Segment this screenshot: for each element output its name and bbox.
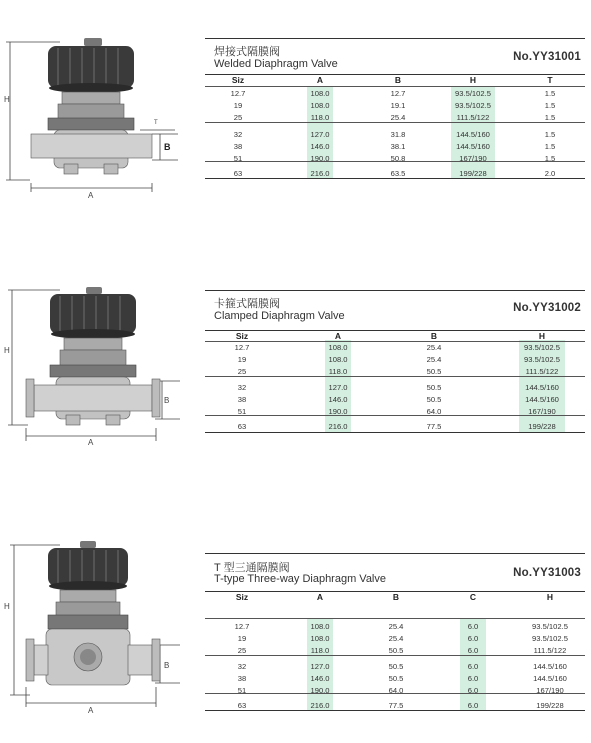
table-cell: 63 bbox=[233, 169, 243, 178]
column-header: A bbox=[316, 592, 324, 602]
column-header: H bbox=[469, 75, 477, 85]
dim-b-label: B bbox=[164, 661, 170, 670]
product-code: No.YY31001 bbox=[513, 51, 581, 63]
table-cell: 25.4 bbox=[390, 113, 406, 122]
column-header: B bbox=[392, 592, 400, 602]
table-cell: 12.7 bbox=[234, 622, 250, 631]
table-cell: 127.0 bbox=[310, 130, 330, 139]
welded-valve-drawing bbox=[0, 30, 200, 205]
title-cn: 卡箍式隔膜阀 bbox=[214, 298, 280, 310]
table-cell: 25.4 bbox=[388, 634, 404, 643]
table-cell: 63.5 bbox=[390, 169, 406, 178]
table-cell: 1.5 bbox=[544, 101, 556, 110]
table-cell: 25 bbox=[237, 646, 247, 655]
table-cell: 167/190 bbox=[459, 154, 487, 163]
product-welded bbox=[205, 38, 585, 203]
table-cell: 50.5 bbox=[388, 662, 404, 671]
table-cell: 216.0 bbox=[310, 169, 330, 178]
table-cell: 6.0 bbox=[467, 634, 479, 643]
column-header: B bbox=[430, 331, 438, 341]
table-cell: 19 bbox=[237, 355, 247, 364]
spec-table bbox=[205, 330, 585, 455]
column-header: Siz bbox=[235, 592, 249, 602]
table-cell: 144.5/160 bbox=[533, 662, 567, 671]
table-cell: 127.0 bbox=[328, 383, 348, 392]
table-cell: 93.5/102.5 bbox=[524, 355, 560, 364]
table-cell: 51 bbox=[233, 154, 243, 163]
dim-a-label: A bbox=[88, 191, 94, 200]
table-cell: 25 bbox=[233, 113, 243, 122]
table-cell: 25.4 bbox=[426, 355, 442, 364]
table-cell: 144.5/160 bbox=[456, 130, 490, 139]
dim-a-label: A bbox=[88, 438, 94, 447]
table-cell: 93.5/102.5 bbox=[455, 89, 491, 98]
dim-t-label: T bbox=[154, 120, 158, 126]
table-cell: 25.4 bbox=[388, 622, 404, 631]
table-rule bbox=[205, 618, 585, 619]
table-cell: 93.5/102.5 bbox=[524, 343, 560, 352]
clamped-valve-drawing bbox=[0, 285, 200, 450]
table-cell: 77.5 bbox=[426, 422, 442, 431]
spec-table bbox=[205, 591, 585, 716]
table-cell: 144.5/160 bbox=[456, 142, 490, 151]
table-cell: 51 bbox=[237, 407, 247, 416]
table-cell: 64.0 bbox=[388, 686, 404, 695]
table-cell: 63 bbox=[237, 701, 247, 710]
table-cell: 108.0 bbox=[328, 343, 348, 352]
table-cell: 12.7 bbox=[230, 89, 246, 98]
table-cell: 50.5 bbox=[426, 367, 442, 376]
product-t-type bbox=[205, 553, 585, 718]
table-cell: 38 bbox=[237, 395, 247, 404]
table-cell: 1.5 bbox=[544, 113, 556, 122]
column-header: B bbox=[394, 75, 402, 85]
column-header: A bbox=[334, 331, 342, 341]
table-cell: 190.0 bbox=[328, 407, 348, 416]
dim-h-label: H bbox=[4, 346, 10, 355]
table-cell: 111.5/122 bbox=[533, 646, 567, 655]
table-cell: 50.5 bbox=[388, 646, 404, 655]
table-cell: 1.5 bbox=[544, 142, 556, 151]
table-cell: 93.5/102.5 bbox=[532, 634, 568, 643]
table-cell: 167/190 bbox=[536, 686, 564, 695]
table-cell: 6.0 bbox=[467, 622, 479, 631]
title-en: Welded Diaphragm Valve bbox=[214, 58, 338, 70]
table-cell: 216.0 bbox=[310, 701, 330, 710]
table-cell: 146.0 bbox=[310, 142, 330, 151]
table-cell: 6.0 bbox=[467, 701, 479, 710]
table-cell: 32 bbox=[237, 383, 247, 392]
product-code: No.YY31002 bbox=[513, 302, 581, 314]
table-cell: 31.8 bbox=[390, 130, 406, 139]
table-cell: 32 bbox=[237, 662, 247, 671]
product-clamped bbox=[205, 290, 585, 455]
table-rule bbox=[205, 432, 585, 433]
table-cell: 108.0 bbox=[310, 101, 330, 110]
table-cell: 77.5 bbox=[388, 701, 404, 710]
table-cell: 25 bbox=[237, 367, 247, 376]
column-header: Siz bbox=[231, 75, 245, 85]
table-cell: 118.0 bbox=[310, 646, 330, 655]
table-cell: 144.5/160 bbox=[533, 674, 567, 683]
table-rule bbox=[205, 341, 585, 342]
table-cell: 146.0 bbox=[310, 674, 330, 683]
table-cell: 50.5 bbox=[426, 383, 442, 392]
table-cell: 63 bbox=[237, 422, 247, 431]
dim-h-label: H bbox=[4, 602, 10, 611]
dim-a-label: A bbox=[88, 706, 94, 715]
table-cell: 144.5/160 bbox=[525, 383, 559, 392]
table-cell: 25.4 bbox=[426, 343, 442, 352]
table-rule bbox=[205, 376, 585, 377]
table-cell: 19 bbox=[237, 634, 247, 643]
table-cell: 127.0 bbox=[310, 662, 330, 671]
table-cell: 167/190 bbox=[528, 407, 556, 416]
title-cn: 焊接式隔膜阀 bbox=[214, 46, 280, 58]
table-cell: 199/228 bbox=[536, 701, 564, 710]
table-cell: 12.7 bbox=[234, 343, 250, 352]
table-cell: 38 bbox=[237, 674, 247, 683]
table-cell: 93.5/102.5 bbox=[532, 622, 568, 631]
table-cell: 108.0 bbox=[310, 634, 330, 643]
column-header: H bbox=[546, 592, 554, 602]
product-code: No.YY31003 bbox=[513, 567, 581, 579]
table-cell: 6.0 bbox=[467, 662, 479, 671]
table-cell: 38 bbox=[233, 142, 243, 151]
table-cell: 50.5 bbox=[388, 674, 404, 683]
table-cell: 32 bbox=[233, 130, 243, 139]
column-header: T bbox=[547, 75, 553, 85]
dim-h-label: H bbox=[4, 95, 10, 104]
t-type-valve-drawing bbox=[0, 535, 200, 715]
table-cell: 6.0 bbox=[467, 674, 479, 683]
table-cell: 108.0 bbox=[310, 622, 330, 631]
table-cell: 19.1 bbox=[390, 101, 406, 110]
table-cell: 6.0 bbox=[467, 686, 479, 695]
table-rule bbox=[205, 178, 585, 179]
table-rule bbox=[205, 710, 585, 711]
table-cell: 146.0 bbox=[328, 395, 348, 404]
title-cn: T 型三通隔膜阀 bbox=[214, 562, 290, 574]
table-rule bbox=[205, 122, 585, 123]
title-en: Clamped Diaphragm Valve bbox=[214, 310, 345, 322]
column-header: A bbox=[316, 75, 324, 85]
table-cell: 108.0 bbox=[328, 355, 348, 364]
table-cell: 12.7 bbox=[390, 89, 406, 98]
table-rule bbox=[205, 655, 585, 656]
handwheel-icon bbox=[48, 541, 128, 591]
table-cell: 93.5/102.5 bbox=[455, 101, 491, 110]
table-cell: 1.5 bbox=[544, 130, 556, 139]
table-cell: 50.8 bbox=[390, 154, 406, 163]
table-cell: 118.0 bbox=[328, 367, 348, 376]
table-rule bbox=[205, 330, 585, 331]
column-header: C bbox=[469, 592, 477, 602]
table-cell: 50.5 bbox=[426, 395, 442, 404]
handwheel-icon bbox=[50, 287, 136, 339]
dim-b-label: B bbox=[164, 396, 170, 405]
table-rule bbox=[205, 86, 585, 87]
table-cell: 216.0 bbox=[328, 422, 348, 431]
spec-table bbox=[205, 74, 585, 199]
title-en: T-type Three-way Diaphragm Valve bbox=[214, 573, 386, 585]
table-cell: 190.0 bbox=[310, 154, 330, 163]
table-cell: 199/228 bbox=[528, 422, 556, 431]
table-cell: 19 bbox=[233, 101, 243, 110]
handwheel-icon bbox=[48, 38, 134, 93]
table-cell: 1.5 bbox=[544, 89, 556, 98]
table-cell: 199/228 bbox=[459, 169, 487, 178]
dim-b-label: B bbox=[164, 142, 171, 152]
table-cell: 190.0 bbox=[310, 686, 330, 695]
table-cell: 51 bbox=[237, 686, 247, 695]
table-cell: 111.5/122 bbox=[525, 367, 559, 376]
table-cell: 64.0 bbox=[426, 407, 442, 416]
table-cell: 111.5/122 bbox=[456, 113, 490, 122]
table-cell: 144.5/160 bbox=[525, 395, 559, 404]
column-header: Siz bbox=[235, 331, 249, 341]
table-cell: 38.1 bbox=[390, 142, 406, 151]
table-cell: 118.0 bbox=[310, 113, 330, 122]
table-cell: 6.0 bbox=[467, 646, 479, 655]
table-cell: 1.5 bbox=[544, 154, 556, 163]
table-cell: 2.0 bbox=[544, 169, 556, 178]
table-cell: 108.0 bbox=[310, 89, 330, 98]
column-header: H bbox=[538, 331, 546, 341]
